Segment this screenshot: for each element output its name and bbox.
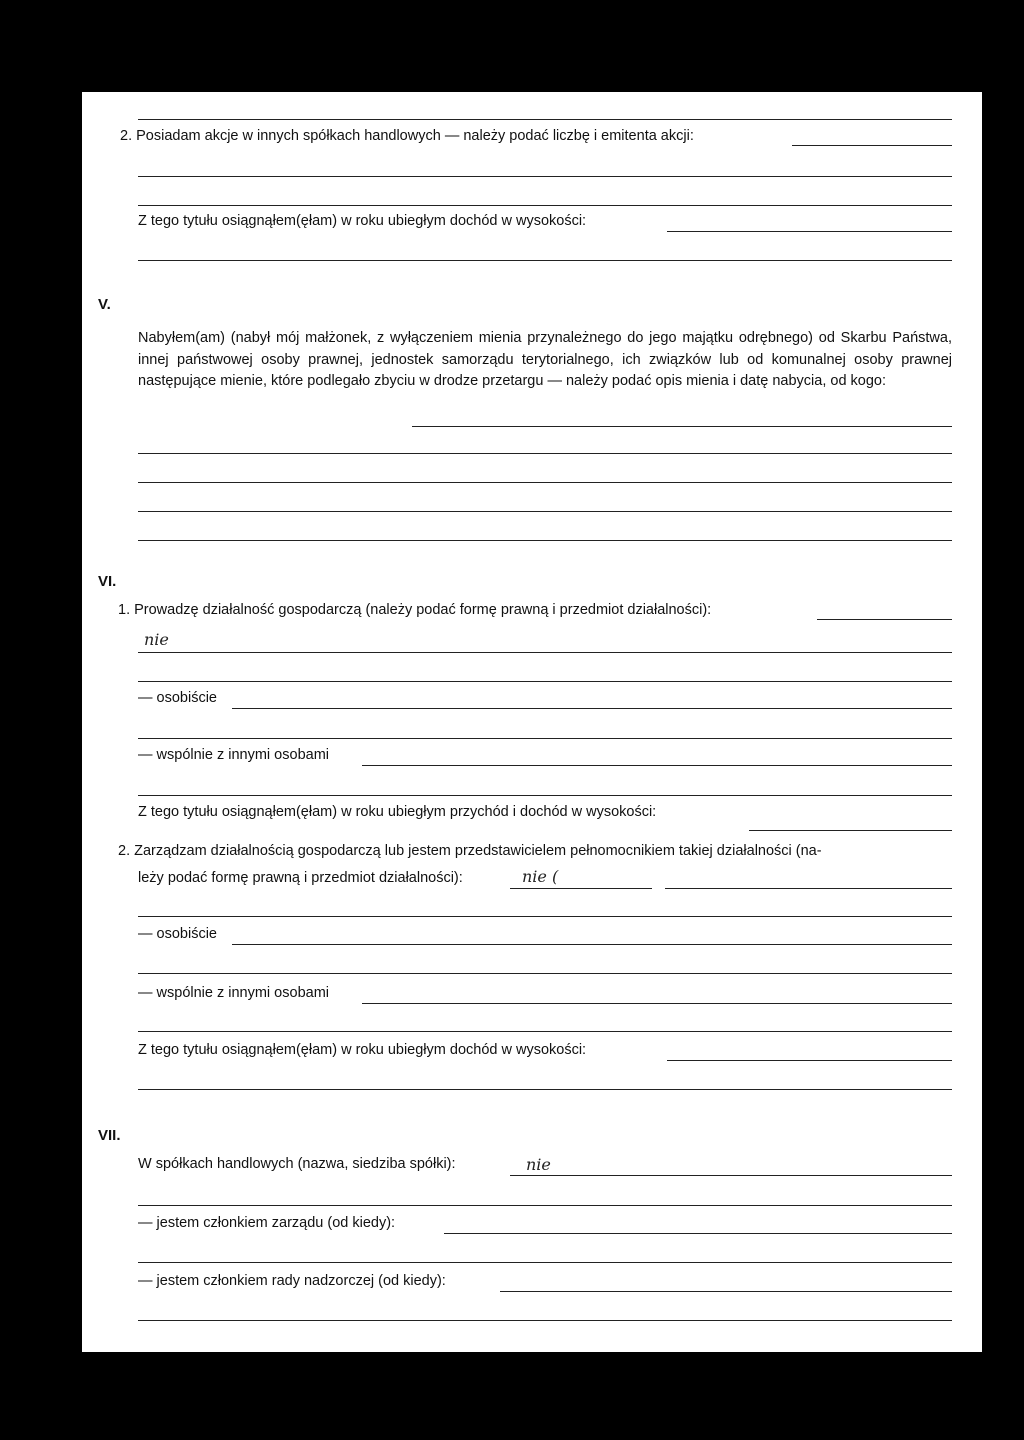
personally-line[interactable] <box>232 708 952 709</box>
jointly-label: — wspólnie z innymi osobami <box>138 747 329 763</box>
section-vi-numeral: VI. <box>98 573 117 590</box>
management-income-label: Z tego tytułu osiągnąłem(ęłam) w roku ubiegłym dochód w wysokości: <box>138 1042 587 1058</box>
shares-answer-line[interactable] <box>792 145 952 146</box>
board-member-label: — jestem członkiem zarządu (od kiedy): <box>138 1215 396 1231</box>
shares-label: 2. Posiadam akcje w innych spółkach handlowych — należy podać liczbę i emitenta akcji: <box>120 128 694 144</box>
supervisory-board-label: — jestem członkiem rady nadzorczej (od kiedy): <box>138 1273 446 1289</box>
shares-income-label: Z tego tytułu osiągnąłem(ęłam) w roku ubiegłym dochód w wysokości: <box>138 213 587 229</box>
business-activity-answer-line[interactable] <box>138 652 952 653</box>
form-line[interactable] <box>665 888 952 889</box>
form-line[interactable] <box>138 540 952 541</box>
form-line[interactable] <box>138 916 952 917</box>
management-label-line1: 2. Zarządzam działalnością gospodarczą lub jestem przedstawicielem pełnomocnikiem takiej działalności (na- <box>118 843 822 859</box>
management-answer: nie ( <box>522 867 559 886</box>
declaration-page <box>82 92 982 1352</box>
business-activity-answer: nie <box>144 630 169 649</box>
section-v-text: Nabyłem(am) (nabył mój małżonek, z wyłączeniem mienia przynależnego do jego majątku odrębnego) od Skarbu Państwa, innej państwowej osoby prawnej, jednostek samorządu terytorialnego, ich związków lub od komunalnej osoby prawnej następujące mienie, które podlegało zbyciu w drodze przetargu — należy podać opis mienia i datę nabycia, od kogo: <box>138 330 952 389</box>
form-line[interactable] <box>138 1031 952 1032</box>
business-income-line[interactable] <box>749 830 952 831</box>
form-line[interactable] <box>138 1320 952 1321</box>
form-line[interactable] <box>138 511 952 512</box>
board-member-line[interactable] <box>444 1233 952 1234</box>
management-personally-line[interactable] <box>232 944 952 945</box>
management-personally-label: — osobiście <box>138 926 217 942</box>
form-line[interactable] <box>138 260 952 261</box>
business-activity-line[interactable] <box>817 619 952 620</box>
form-line[interactable] <box>138 973 952 974</box>
section-vii-numeral: VII. <box>98 1127 121 1144</box>
form-line[interactable] <box>138 205 952 206</box>
jointly-line[interactable] <box>362 765 952 766</box>
business-activity-label: 1. Prowadzę działalność gospodarczą (należy podać formę prawną i przedmiot działalności): <box>118 602 712 618</box>
section-v-answer-line[interactable] <box>412 426 952 427</box>
form-line[interactable] <box>138 1089 952 1090</box>
form-line[interactable] <box>138 681 952 682</box>
form-line[interactable] <box>138 453 952 454</box>
form-line[interactable] <box>138 795 952 796</box>
management-jointly-label: — wspólnie z innymi osobami <box>138 985 329 1001</box>
companies-line[interactable] <box>510 1175 952 1176</box>
section-v-numeral: V. <box>98 296 111 313</box>
form-line[interactable] <box>138 482 952 483</box>
management-label-line2: leży podać formę prawną i przedmiot działalności): <box>138 870 463 886</box>
shares-income-line[interactable] <box>667 231 952 232</box>
business-income-label: Z tego tytułu osiągnąłem(ęłam) w roku ubiegłym przychód i dochód w wysokości: <box>138 804 657 820</box>
supervisory-board-line[interactable] <box>500 1291 952 1292</box>
form-line[interactable] <box>138 1262 952 1263</box>
management-income-line[interactable] <box>667 1060 952 1061</box>
companies-answer: nie <box>526 1155 551 1174</box>
form-line[interactable] <box>138 176 952 177</box>
form-line[interactable] <box>138 738 952 739</box>
personally-label: — osobiście <box>138 690 217 706</box>
form-line <box>138 119 952 120</box>
management-jointly-line[interactable] <box>362 1003 952 1004</box>
form-line[interactable] <box>138 1205 952 1206</box>
companies-label: W spółkach handlowych (nazwa, siedziba spółki): <box>138 1156 456 1172</box>
management-answer-line[interactable] <box>510 888 652 889</box>
